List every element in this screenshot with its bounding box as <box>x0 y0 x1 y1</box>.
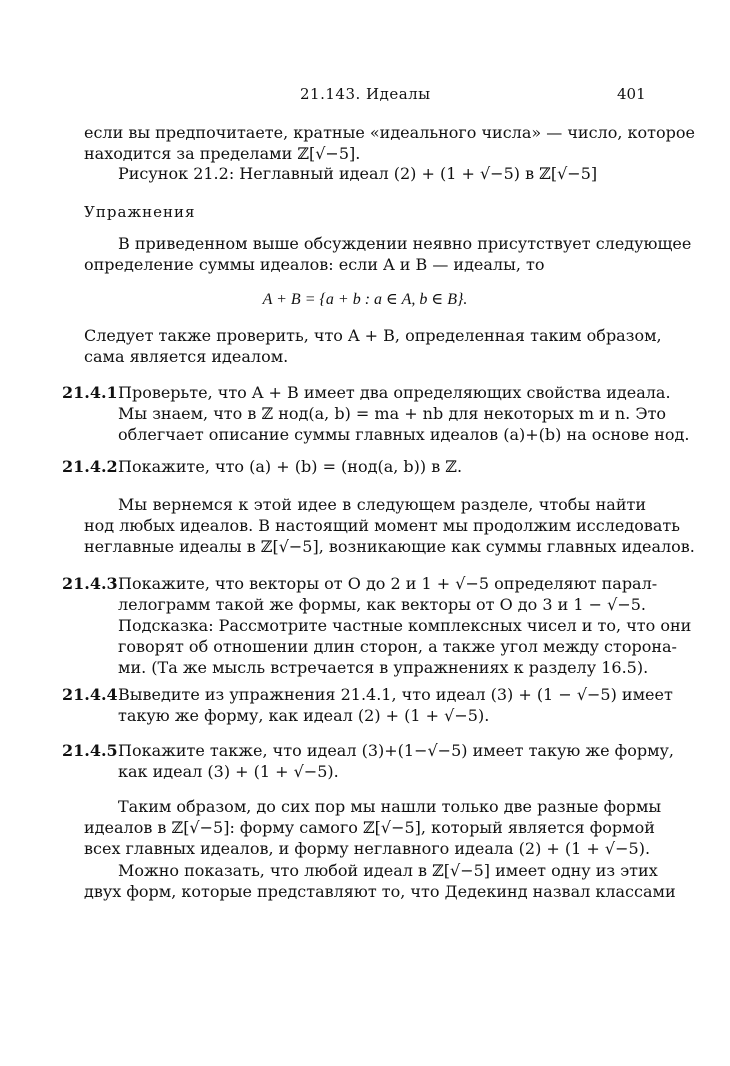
para4-line-2: идеалов в ℤ[√−5]: форму самого ℤ[√−5], который является формой <box>84 818 655 837</box>
exercise-1-line-2: Мы знаем, что в ℤ нод(a, b) = ma + nb для некоторых m и n. Это <box>118 404 667 423</box>
para4-line-1: Таким образом, до сих пор мы нашли только две разные формы <box>118 797 662 816</box>
para2-line-1: Следует также проверить, что A + B, определенная таким образом, <box>84 326 662 345</box>
exercise-5-line-1: Покажите также, что идеал (3)+(1−√−5) имеет такую же форму, <box>118 741 675 760</box>
exercise-number-4: 21.4.4 <box>62 685 118 704</box>
para4-line-5: двух форм, которые представляют то, что Дедекинд назвал классами <box>84 882 676 901</box>
para2-line-2: сама является идеалом. <box>84 347 289 366</box>
para3-line-1: Мы вернемся к этой идее в следующем разделе, чтобы найти <box>118 495 646 514</box>
exercise-2-line-1: Покажите, что (a) + (b) = (нод(a, b)) в ℤ. <box>118 457 463 476</box>
para3-line-3: неглавные идеалы в ℤ[√−5], возникающие как суммы главных идеалов. <box>84 537 695 556</box>
intro-line-2: находится за пределами ℤ[√−5]. <box>84 144 361 163</box>
para1-line-2: определение суммы идеалов: если A и B — идеалы, то <box>84 255 545 274</box>
exercise-number-1: 21.4.1 <box>62 383 118 402</box>
para4-line-4: Можно показать, что любой идеал в ℤ[√−5] имеет одну из этих <box>118 861 658 880</box>
exercise-3-line-2: лелограмм такой же формы, как векторы от O до 3 и 1 − √−5. <box>118 595 646 614</box>
para4-line-3: всех главных идеалов, и форму неглавного идеала (2) + (1 + √−5). <box>84 839 651 858</box>
exercise-3-line-3: Подсказка: Рассмотрите частные комплексных чисел и то, что они <box>118 616 692 635</box>
exercise-4-line-1: Выведите из упражнения 21.4.1, что идеал (3) + (1 − √−5) имеет <box>118 685 673 704</box>
exercise-3-line-1: Покажите, что векторы от O до 2 и 1 + √−5 определяют парал- <box>118 574 658 593</box>
para3-line-2: нод любых идеалов. В настоящий момент мы продолжим исследовать <box>84 516 680 535</box>
exercise-3-line-4: говорят об отношении длин сторон, а также угол между сторона- <box>118 637 677 656</box>
section-title: Упражнения <box>84 203 196 221</box>
running-header-title: 21.143. Идеалы <box>300 85 431 103</box>
figure-caption: Рисунок 21.2: Неглавный идеал (2) + (1 + √−5) в ℤ[√−5] <box>118 164 598 183</box>
page-number: 401 <box>617 85 646 103</box>
exercise-1-line-1: Проверьте, что A + B имеет два определяющих свойства идеала. <box>118 383 671 402</box>
exercise-5-line-2: как идеал (3) + (1 + √−5). <box>118 762 339 781</box>
exercise-number-2: 21.4.2 <box>62 457 118 476</box>
para1-line-1: В приведенном выше обсуждении неявно присутствует следующее <box>118 234 692 253</box>
exercise-1-line-3: облегчает описание суммы главных идеалов (a)+(b) на основе нод. <box>118 425 690 444</box>
sum-formula: A + B = {a + b : a ∈ A, b ∈ B}. <box>262 291 468 308</box>
exercise-4-line-2: такую же форму, как идеал (2) + (1 + √−5). <box>118 706 490 725</box>
exercise-number-3: 21.4.3 <box>62 574 118 593</box>
intro-line-1: если вы предпочитаете, кратные «идеального числа» — число, которое <box>84 123 695 142</box>
exercise-number-5: 21.4.5 <box>62 741 118 760</box>
exercise-3-line-5: ми. (Та же мысль встречается в упражнениях к разделу 16.5). <box>118 658 649 677</box>
